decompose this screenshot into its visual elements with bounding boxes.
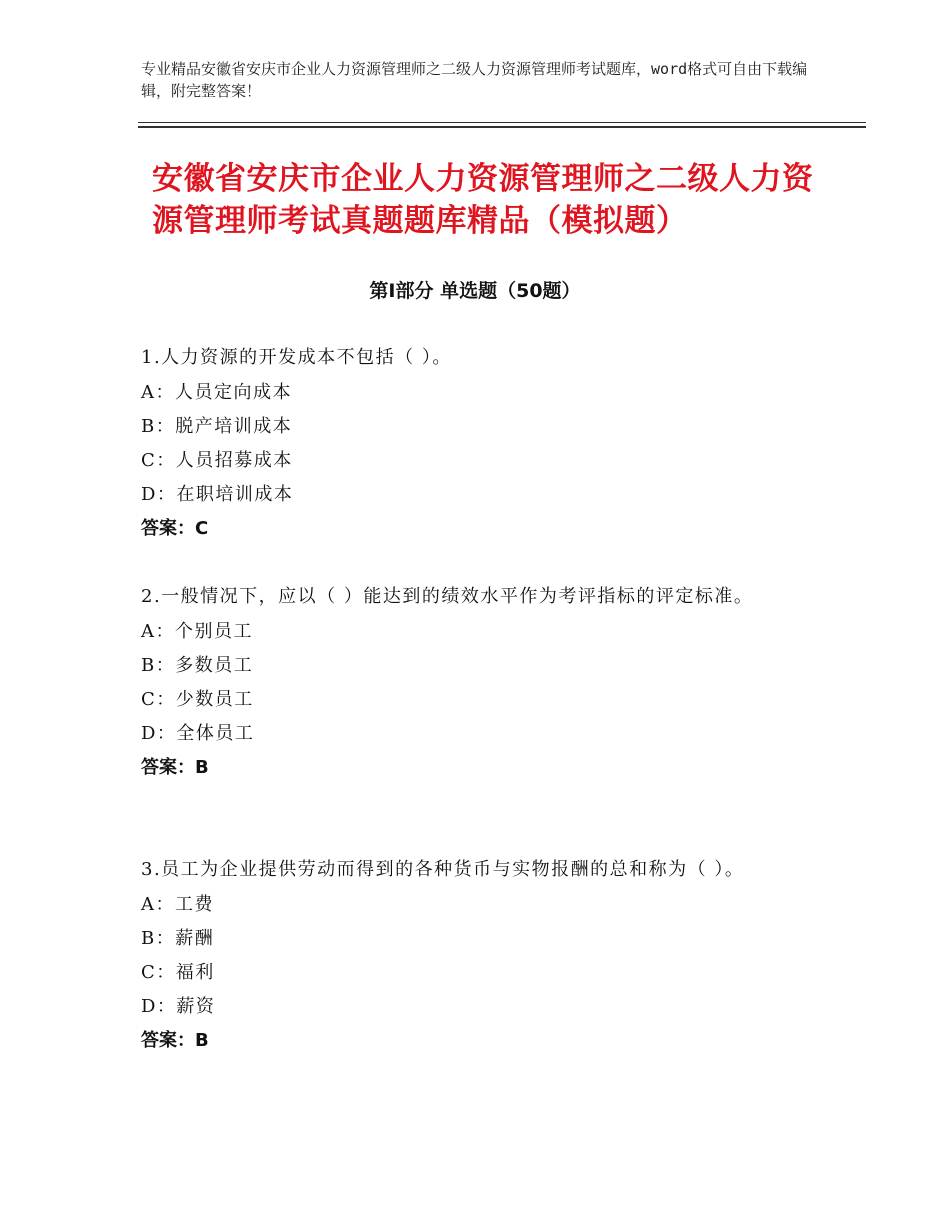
option-c: C：少数员工	[141, 689, 254, 710]
option-a: A：个别员工	[141, 621, 253, 642]
option-a: A：工费	[141, 894, 214, 915]
option-d: D：全体员工	[141, 723, 255, 744]
question-stem: 3.员工为企业提供劳动而得到的各种货币与实物报酬的总和称为（ ）。	[141, 859, 745, 880]
header-rule-thick	[138, 126, 866, 128]
option-d: D：薪资	[141, 996, 216, 1017]
header-rule-thin	[138, 122, 866, 123]
answer: 答案：C	[141, 518, 209, 539]
option-a: A：人员定向成本	[141, 382, 292, 403]
option-b: B：脱产培训成本	[141, 416, 293, 437]
question-3	[141, 855, 801, 1058]
section-title: 第Ⅰ部分 单选题（50题）	[369, 280, 581, 302]
question-stem: 2.一般情况下，应以（ ）能达到的绩效水平作为考评指标的评定标准。	[141, 586, 754, 607]
answer: 答案：B	[141, 757, 209, 778]
document-title: 安徽省安庆市企业人力资源管理师之二级人力资源管理师考试真题题库精品（模拟题）	[152, 161, 814, 239]
option-c: C：人员招募成本	[141, 450, 293, 471]
question-2	[141, 582, 801, 785]
option-d: D：在职培训成本	[141, 484, 294, 505]
option-b: B：多数员工	[141, 655, 254, 676]
question-stem: 1.人力资源的开发成本不包括（ ）。	[141, 347, 452, 368]
option-c: C：福利	[141, 962, 215, 983]
answer: 答案：B	[141, 1030, 209, 1051]
header-note: 专业精品安徽省安庆市企业人力资源管理师之二级人力资源管理师考试题库，word格式可自由下载编辑，附完整答案！	[141, 60, 808, 100]
option-b: B：薪酬	[141, 928, 215, 949]
question-1	[141, 343, 801, 546]
